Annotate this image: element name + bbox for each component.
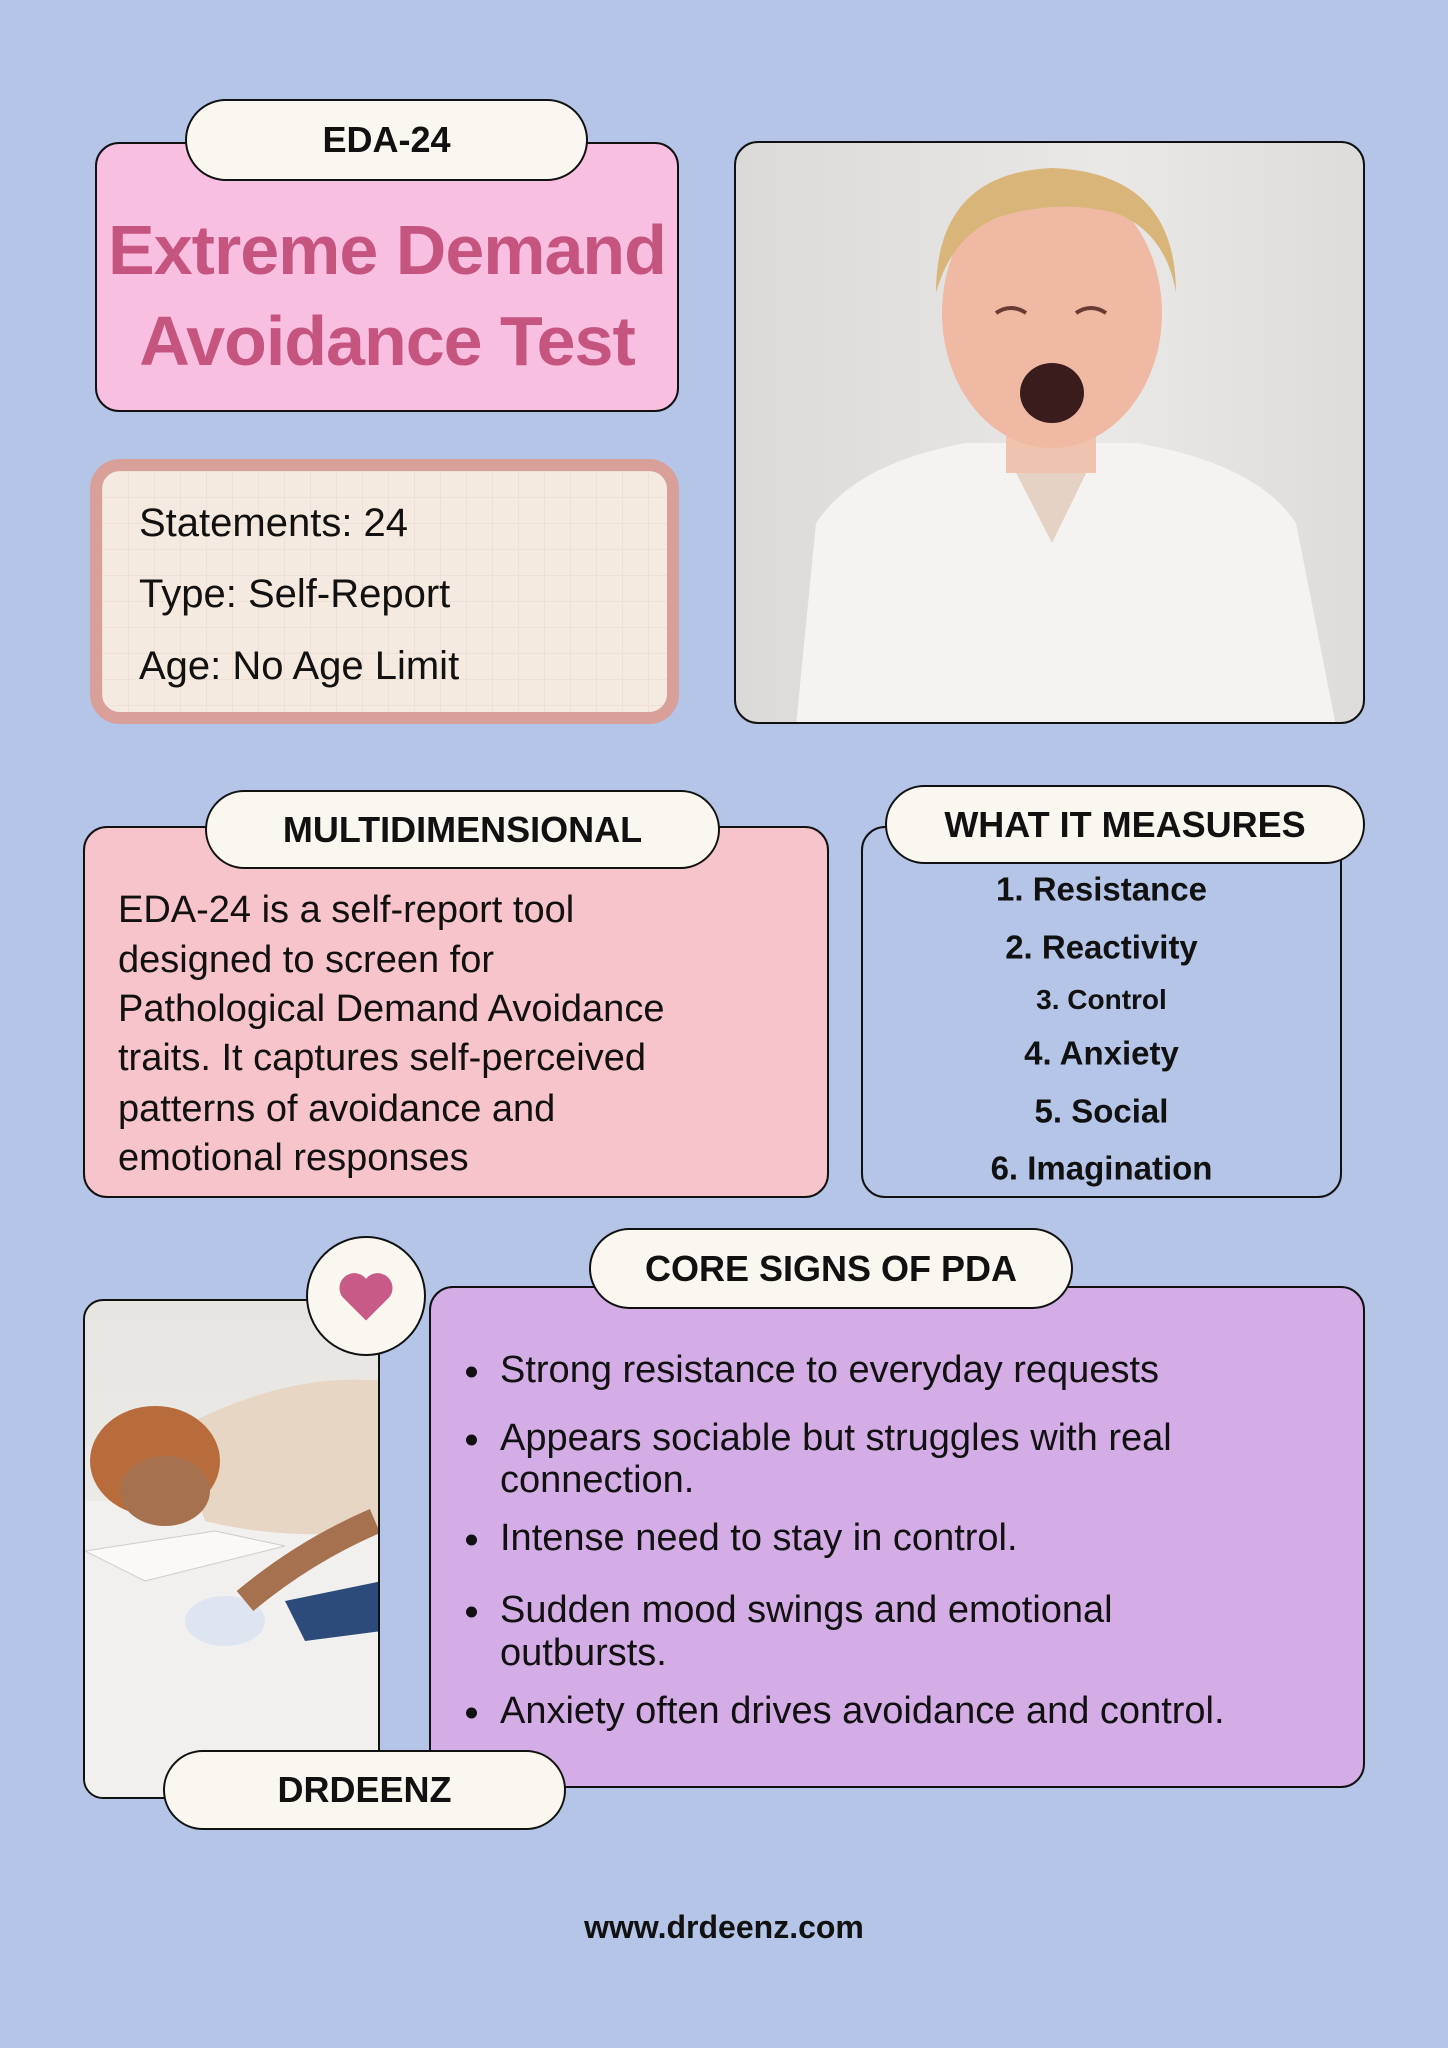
test-code-badge: EDA-24 [185,99,588,181]
test-type: Type: Self-Report [139,572,451,616]
statements-count: Statements: 24 [139,501,409,545]
heart-badge [306,1236,426,1356]
heart-icon [336,1269,396,1323]
age-range: Age: No Age Limit [139,644,460,688]
bullet-icon [466,1435,477,1446]
core-signs-heading: CORE SIGNS OF PDA [589,1228,1073,1309]
measures-heading: WHAT IT MEASURES [885,785,1365,864]
description-line: designed to screen for [118,939,495,981]
measure-item: 6. Imagination [990,1149,1213,1187]
bullet-icon [466,1708,477,1719]
multidimensional-heading: MULTIDIMENSIONAL [205,790,720,869]
teen-illustration [85,1301,380,1799]
bullet-icon [466,1607,477,1618]
child-illustration [736,143,1365,724]
measure-item: 3. Control [1036,984,1167,1015]
crying-child-photo [734,141,1365,724]
description-line: patterns of avoidance and [118,1088,556,1130]
website-link[interactable]: www.drdeenz.com [584,1909,864,1945]
measure-item: 5. Social [1034,1092,1169,1130]
core-sign-item: Strong resistance to everyday requests [500,1349,1160,1391]
description-line: EDA-24 is a self-report tool [118,889,575,931]
tired-teen-photo [83,1299,380,1799]
bullet-icon [466,1367,477,1378]
description-line: traits. It captures self-perceived [118,1037,646,1079]
description-line: Pathological Demand Avoidance [118,988,665,1030]
bullet-icon [466,1535,477,1546]
core-sign-item-continued: connection. [500,1459,695,1501]
core-sign-item-continued: outbursts. [500,1632,667,1674]
measure-item: 1. Resistance [996,870,1207,908]
page-title-line1: Extreme Demand [108,211,666,289]
core-sign-item: Appears sociable but struggles with real [500,1417,1172,1459]
measure-item: 2. Reactivity [1005,928,1198,966]
core-sign-item: Anxiety often drives avoidance and control. [500,1690,1225,1732]
description-line: emotional responses [118,1137,469,1179]
page-title-line2: Avoidance Test [139,302,635,380]
brand-badge: DRDEENZ [163,1750,566,1830]
core-sign-item: Sudden mood swings and emotional [500,1589,1113,1631]
measure-item: 4. Anxiety [1024,1034,1179,1072]
core-sign-item: Intense need to stay in control. [500,1517,1018,1559]
